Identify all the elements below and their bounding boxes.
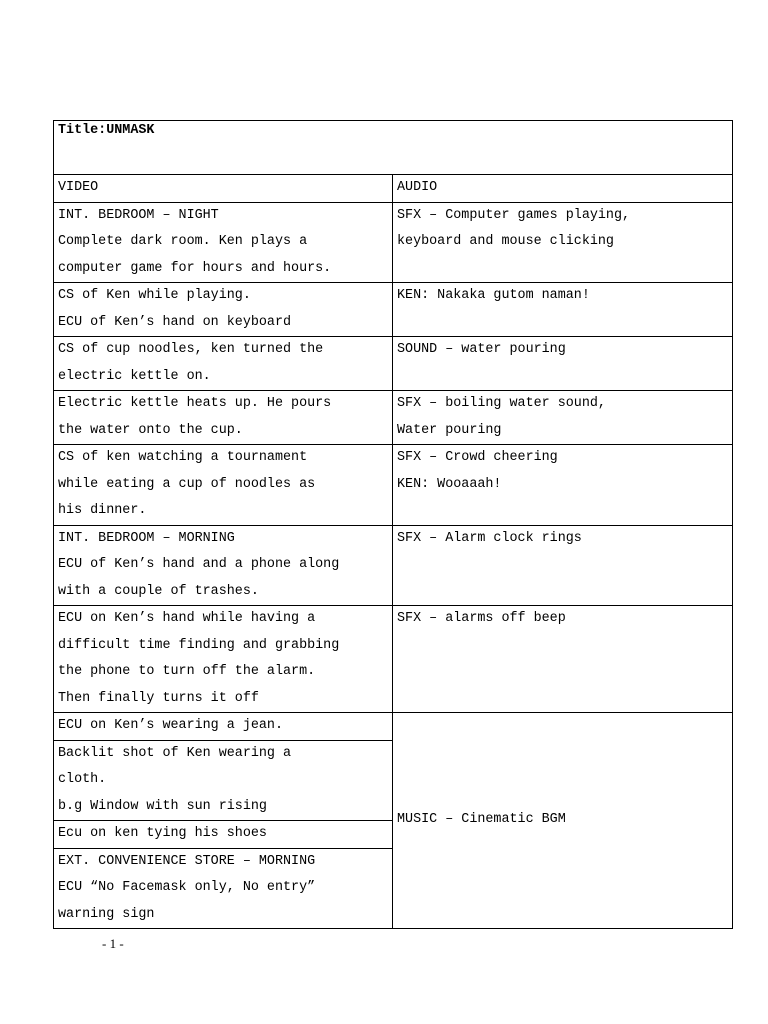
audio-cell [393,202,733,283]
video-cell [54,713,393,741]
video-line: electric kettle on. [58,368,211,384]
audio-line: SOUND – water pouring [397,342,566,357]
video-cell [54,391,393,445]
video-line: Backlit shot of Ken wearing a [58,745,292,761]
table-row [54,713,733,741]
header-row [54,175,733,203]
audio-line: SFX – Computer games playing, [397,207,631,223]
video-line: cloth. [58,772,107,787]
video-line: Electric kettle heats up. He pours [58,396,332,411]
audio-line: KEN: Nakaka gutom naman! [397,288,590,303]
video-line: the phone to turn off the alarm. [58,664,316,679]
video-cell [54,848,393,929]
video-line: Then finally turns it off [58,690,259,706]
video-cell [54,525,393,606]
audio-line: SFX – boiling water sound, [397,396,606,411]
table-row [54,283,733,337]
video-line: warning sign [58,906,155,922]
video-line: computer game for hours and hours. [58,260,332,276]
video-line: ECU on Ken’s wearing a jean. [58,718,283,733]
video-line: ECU “No Facemask only, No entry” [58,880,316,895]
video-line: Ecu on ken tying his shoes [58,826,267,841]
video-line: CS of Ken while playing. [58,288,251,303]
video-line: EXT. CONVENIENCE STORE – MORNING [58,853,316,869]
video-line: INT. BEDROOM – MORNING [58,530,235,546]
audio-header: AUDIO [393,175,733,203]
script-table [53,120,733,929]
audio-cell [393,525,733,606]
audio-cell [393,606,733,713]
video-line: while eating a cup of noodles as [58,476,316,492]
table-row [54,606,733,713]
video-line: difficult time finding and grabbing [58,637,340,653]
title-cell [54,121,733,175]
video-line: ECU of Ken’s hand on keyboard [58,314,292,330]
audio-cell [393,283,733,337]
audio-cell [393,337,733,391]
video-line: INT. BEDROOM – NIGHT [58,207,219,223]
video-cell [54,283,393,337]
audio-line: SFX – Crowd cheering [397,450,558,465]
page-number: - 1 - [102,936,124,951]
audio-cell [393,445,733,526]
table-row [54,337,733,391]
video-cell [54,337,393,391]
video-line: b.g Window with sun rising [58,798,267,814]
video-line: Complete dark room. Ken plays a [58,234,308,249]
video-line: the water onto the cup. [58,422,243,438]
table-row [54,445,733,526]
audio-cell [393,391,733,445]
video-cell [54,445,393,526]
video-line: CS of ken watching a tournament [58,450,308,465]
video-line: his dinner. [58,503,147,518]
video-line: ECU of Ken’s hand and a phone along [58,557,340,572]
title-row [54,121,733,175]
video-line: with a couple of trashes. [58,583,259,599]
audio-line: KEN: Wooaaah! [397,476,502,492]
video-cell [54,821,393,849]
audio-line: SFX – alarms off beep [397,611,566,626]
video-cell [54,202,393,283]
audio-line: Water pouring [397,422,502,438]
video-line: ECU on Ken’s hand while having a [58,611,316,626]
title-value: UNMASK [106,123,155,138]
table-row [54,525,733,606]
video-line: CS of cup noodles, ken turned the [58,342,324,357]
table-row [54,391,733,445]
title-label: Title: [58,123,107,138]
video-cell [54,606,393,713]
video-cell [54,740,393,821]
table-row [54,202,733,283]
music-audio-cell: MUSIC – Cinematic BGM [393,713,733,929]
audio-line: keyboard and mouse clicking [397,234,614,249]
audio-line: SFX – Alarm clock rings [397,530,582,546]
video-header: VIDEO [54,175,393,203]
